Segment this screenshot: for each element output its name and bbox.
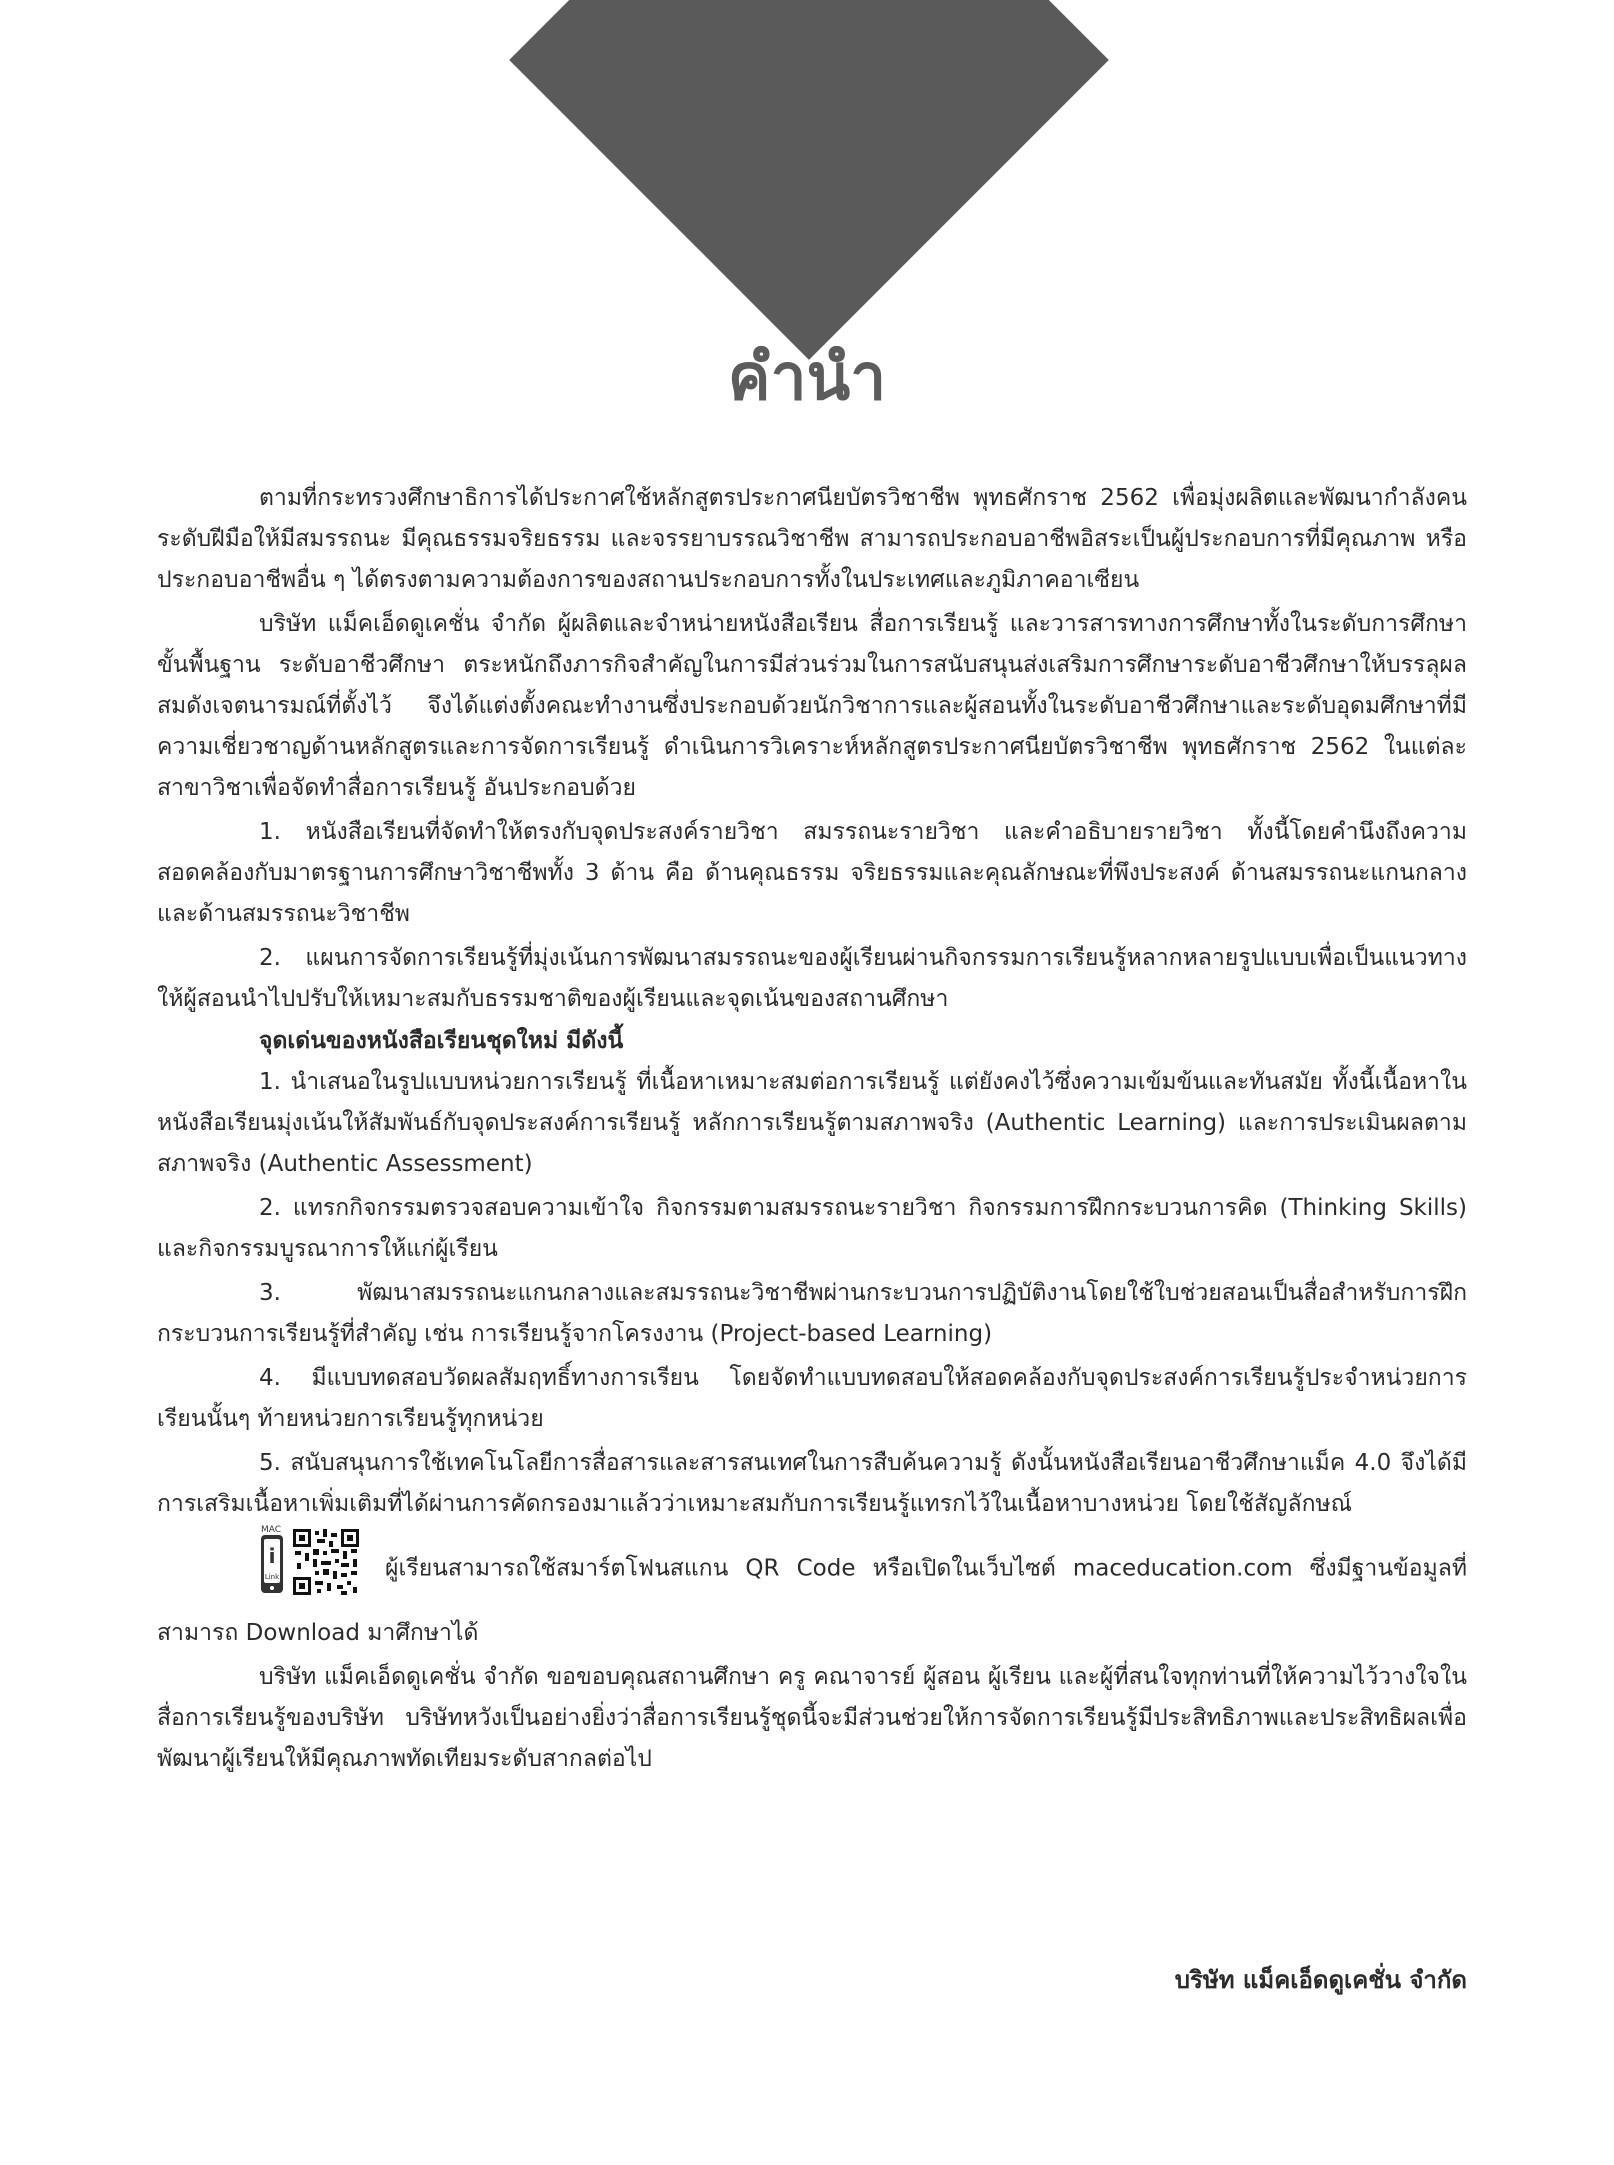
closing-paragraph: บริษัท แม็คเอ็ดดูเคชั่น จำกัด ขอขอบคุณสถานศึกษา ครู คณาจารย์ ผู้สอน ผู้เรียน และผู้ที่สนใจทุกท่านที่ให้ความไว้วางใจในสื่อการเรียนรู้ของบริษัท บริษัทหวังเป็นอย่างยิ่งว่าสื่อการเรียนรู้ชุดนี้จะมีส่วนช่วยให้การจัดการเรียนรู้มีประสิทธิภาพและประสิทธิผลเพื่อพัฒนาผู้เรียนให้มีคุณภาพทัดเทียมระดับสากลต่อไป <box>157 1664 1467 1772</box>
highlight-item-5-text-continued: ผู้เรียนสามารถใช้สมาร์ตโฟนสแกน QR Code หรือเปิดในเว็บไซต์ maceducation.com ซึ่งมีฐานข้อมูลที่สามารถ Download มาศึกษาได้ <box>157 1555 1467 1646</box>
preface-body <box>157 478 1467 1783</box>
page-title: คำนำ <box>727 341 887 415</box>
intro-paragraph: ตามที่กระทรวงศึกษาธิการได้ประกาศใช้หลักสูตรประกาศนียบัตรวิชาชีพ พุทธศักราช 2562 เพื่อมุ่งผลิตและพัฒนากำลังคนระดับฝีมือให้มีสมรรถนะ มีคุณธรรมจริยธรรม และจรรยาบรรณวิชาชีพ สามารถประกอบอาชีพอิสระเป็นผู้ประกอบการที่มีคุณภาพ หรือประกอบอาชีพอื่น ๆ ได้ตรงตามความต้องการของสถานประกอบการทั้งในประเทศและภูมิภาคอาเซียน <box>157 485 1467 593</box>
decorative-diamond <box>509 0 1109 360</box>
highlight-item-5-text: 5. สนับสนุนการใช้เทคโนโลยีการสื่อสารและสารสนเทศในการสืบค้นความรู้ ดังนั้นหนังสือเรียนอาชีวศึกษาแม็ค 4.0 จึงได้มีการเสริมเนื้อหาเพิ่มเติมที่ได้ผ่านการคัดกรองมาแล้วว่าเหมาะสมกับการเรียนรู้แทรกไว้ในเนื้อหาบางหน่วย โดยใช้สัญลักษณ์ <box>157 1450 1467 1517</box>
highlight-item-5 <box>157 1443 1467 1654</box>
info-letter: i <box>268 1544 276 1568</box>
mac-label: MAC <box>260 1525 282 1535</box>
company-paragraph: บริษัท แม็คเอ็ดดูเคชั่น จำกัด ผู้ผลิตและจำหน่ายหนังสือเรียน สื่อการเรียนรู้ และวารสารทางการศึกษาทั้งในระดับการศึกษาขั้นพื้นฐาน ระดับอาชีวศึกษา ตระหนักถึงภารกิจสำคัญในการมีส่วนร่วมในการสนับสนุนส่งเสริมการศึกษาระดับอาชีวศึกษาให้บรรลุผลสมดังเจตนารมณ์ที่ตั้งไว้ จึงได้แต่งตั้งคณะทำงานซึ่งประกอบด้วยนักวิชาการและผู้สอนทั้งในระดับอาชีวศึกษาและระดับอุดมศึกษาที่มีความเชี่ยวชาญด้านหลักสูตรและการจัดการเรียนรู้ ดำเนินการวิเคราะห์หลักสูตรประกาศนียบัตรวิชาชีพ พุทธศักราช 2562 ในแต่ละสาขาวิชาเพื่อจัดทำสื่อการเรียนรู้ อันประกอบด้วย <box>157 611 1467 801</box>
mac-link-qr-logo <box>157 1523 371 1611</box>
highlights-heading: จุดเด่นของหนังสือเรียนชุดใหม่ มีดังนี้ <box>259 1028 624 1054</box>
company-signature: บริษัท แม็คเอ็ดดูเคชั่น จำกัด <box>1174 1966 1467 1994</box>
highlight-item-1: 1. นำเสนอในรูปแบบหน่วยการเรียนรู้ ที่เนื้อหาเหมาะสมต่อการเรียนรู้ แต่ยังคงไว้ซึ่งความเข้มข้นและทันสมัย ทั้งนี้เนื้อหาในหนังสือเรียนมุ่งเน้นให้สัมพันธ์กับจุดประสงค์การเรียนรู้ หลักการเรียนรู้ตามสภาพจริง (Authentic Learning) และการประเมินผลตามสภาพจริง (Authentic Assessment) <box>157 1069 1467 1177</box>
highlight-item-4: 4. มีแบบทดสอบวัดผลสัมฤทธิ์ทางการเรียน โดยจัดทำแบบทดสอบให้สอดคล้องกับจุดประสงค์การเรียนรู้ประจำหน่วยการเรียนนั้นๆ ท้ายหน่วยการเรียนรู้ทุกหน่วย <box>157 1365 1467 1432</box>
link-label: Link <box>264 1573 280 1581</box>
media-item-2: 2. แผนการจัดการเรียนรู้ที่มุ่งเน้นการพัฒนาสมรรถนะของผู้เรียนผ่านกิจกรรมการเรียนรู้หลากหลายรูปแบบเพื่อเป็นแนวทางให้ผู้สอนนำไปปรับให้เหมาะสมกับธรรมชาติของผู้เรียนและจุดเน้นของสถานศึกษา <box>157 945 1467 1012</box>
media-item-1: 1. หนังสือเรียนที่จัดทำให้ตรงกับจุดประสงค์รายวิชา สมรรถนะรายวิชา และคำอธิบายรายวิชา ทั้งนี้โดยคำนึงถึงความสอดคล้องกับมาตรฐานการศึกษาวิชาชีพทั้ง 3 ด้าน คือ ด้านคุณธรรม จริยธรรมและคุณลักษณะที่พึงประสงค์ ด้านสมรรถนะแกนกลาง และด้านสมรรถนะวิชาชีพ <box>157 819 1467 927</box>
highlight-item-3: 3. พัฒนาสมรรถนะแกนกลางและสมรรถนะวิชาชีพผ่านกระบวนการปฏิบัติงานโดยใช้ใบช่วยสอนเป็นสื่อสำหรับการฝึกกระบวนการเรียนรู้ที่สำคัญ เช่น การเรียนรู้จากโครงงาน (Project-based Learning) <box>157 1280 1467 1347</box>
highlight-item-2: 2. แทรกกิจกรรมตรวจสอบความเข้าใจ กิจกรรมตามสมรรถนะรายวิชา กิจกรรมการฝึกกระบวนการคิด (Thinking Skills) และกิจกรรมบูรณาการให้แก่ผู้เรียน <box>157 1195 1467 1262</box>
qr-code-icon <box>259 1523 371 1597</box>
